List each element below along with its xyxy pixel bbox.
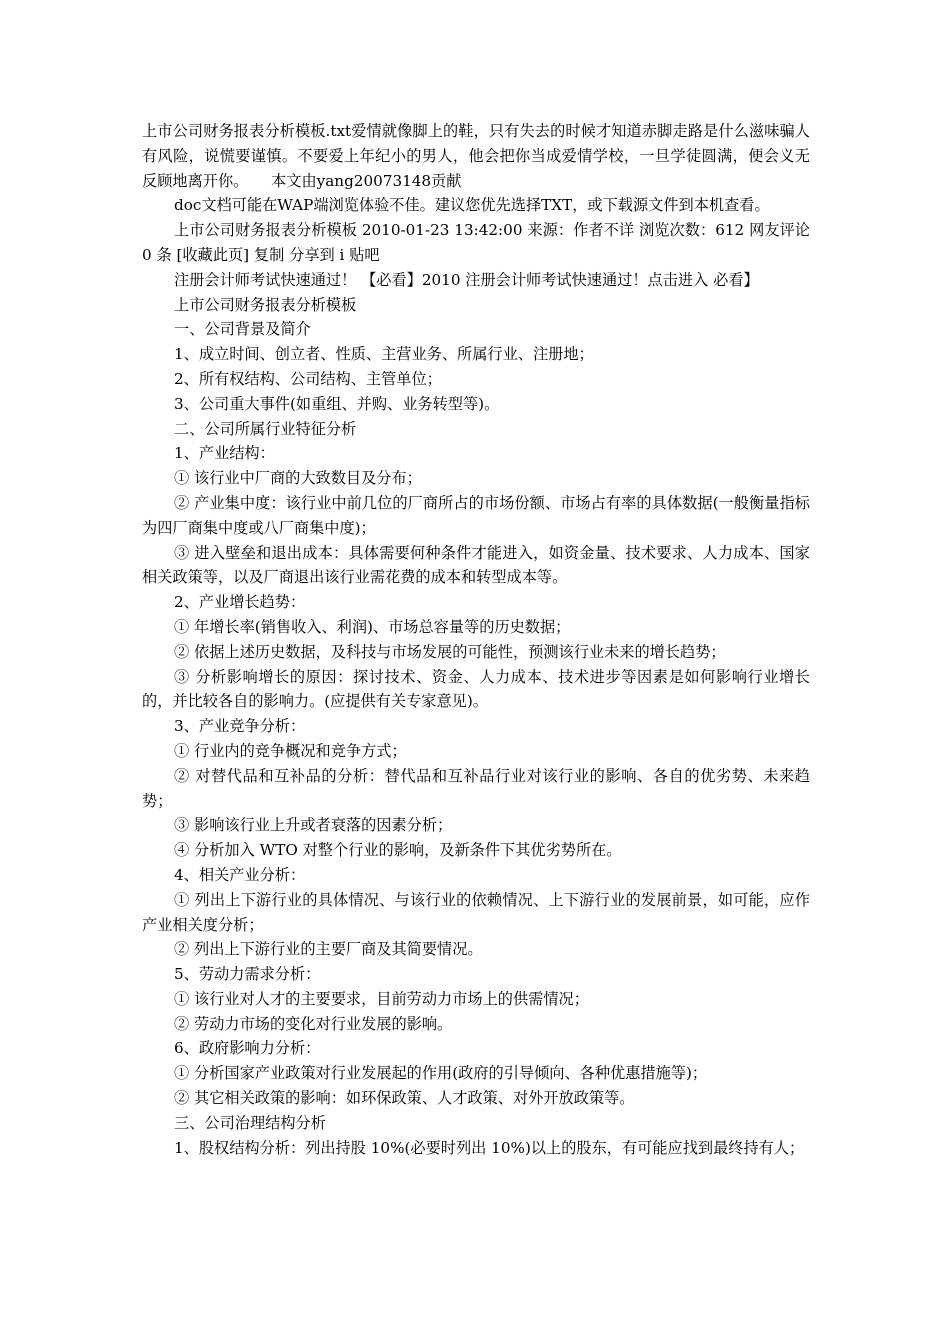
section-heading: 二、公司所属行业特征分析 (174, 419, 357, 438)
list-item: ① 分析国家产业政策对行业发展起的作用(政府的引导倾向、各种优惠措施等)； (174, 1064, 708, 1083)
doc-notice: doc文档可能在WAP端浏览体验不佳。建议您优先选择TXT，或下载源文件到本机查看。 (174, 196, 770, 215)
doc-title: 上市公司财务报表分析模板 (174, 295, 357, 314)
subsection-heading: 6、政府影响力分析： (174, 1039, 321, 1058)
list-item: 1、成立时间、创立者、性质、主营业务、所属行业、注册地； (174, 345, 594, 364)
subsection-heading: 1、产业结构： (174, 444, 275, 463)
subsection-heading: 4、相关产业分析： (174, 865, 306, 884)
section-heading: 三、公司治理结构分析 (174, 1113, 326, 1132)
list-item: ③ 影响该行业上升或者衰落的因素分析； (174, 816, 453, 835)
list-item: ③ 分析影响增长的原因：探讨技术、资金、人力成本、技术进步等因素是如何影响行业增长的，并比较各自的影响力。(应提供有关专家意见)。 (142, 667, 810, 711)
list-item: ② 产业集中度：该行业中前几位的厂商所占的市场份额、市场占有率的具体数据(一般衡量指标为四厂商集中度或八厂商集中度)； (142, 493, 810, 537)
list-item: ② 列出上下游行业的主要厂商及其简要情况。 (174, 940, 483, 959)
subsection-heading: 3、产业竞争分析： (174, 717, 306, 736)
ad-line: 注册会计师考试快速通过！ 【必看】2010 注册会计师考试快速通过！点击进入 必看】 (174, 270, 759, 289)
section-heading: 一、公司背景及简介 (174, 320, 311, 339)
intro-paragraph: 上市公司财务报表分析模板.txt爱情就像脚上的鞋，只有失去的时候才知道赤脚走路是什么滋味骗人有风险，说慌要谨慎。不要爱上年纪小的男人，他会把你当成爱情学校，一旦学徒圆满，便会义无反顾地离开你。 本文由yang20073148贡献 (142, 122, 810, 190)
list-item: ① 列出上下游行业的具体情况、与该行业的依赖情况、上下游行业的发展前景，如可能，应作产业相关度分析； (142, 890, 810, 934)
list-item: ② 对替代品和互补品的分析：替代品和互补品行业对该行业的影响、各自的优劣势、未来趋势； (142, 766, 810, 810)
list-item: ① 年增长率(销售收入、利润)、市场总容量等的历史数据； (174, 617, 571, 636)
list-item: 1、股权结构分析：列出持股 10%(必要时列出 10%)以上的股东，有可能应找到最终持有人； (174, 1138, 805, 1157)
list-item: ② 依据上述历史数据，及科技与市场发展的可能性，预测该行业未来的增长趋势； (174, 642, 726, 661)
subsection-heading: 2、产业增长趋势： (174, 593, 306, 612)
list-item: 2、所有权结构、公司结构、主管单位； (174, 369, 442, 388)
list-item: ① 行业内的竞争概况和竞争方式； (174, 741, 407, 760)
list-item: ④ 分析加入 WTO 对整个行业的影响，及新条件下其优劣势所在。 (174, 841, 622, 860)
document-body (142, 119, 810, 1160)
list-item: ① 该行业中厂商的大致数目及分布； (174, 469, 422, 488)
article-meta: 上市公司财务报表分析模板 2010-01-23 13:42:00 来源：作者不详 浏览次数：612 网友评论 0 条 [收藏此页] 复制 分享到 i 贴吧 (142, 221, 810, 264)
list-item: ② 劳动力市场的变化对行业发展的影响。 (174, 1014, 453, 1033)
list-item: ③ 进入壁垒和退出成本：具体需要何种条件才能进入，如资金量、技术要求、人力成本、国家相关政策等，以及厂商退出该行业需花费的成本和转型成本等。 (142, 543, 810, 587)
list-item: 3、公司重大事件(如重组、并购、业务转型等)。 (174, 394, 500, 413)
list-item: ① 该行业对人才的主要要求，目前劳动力市场上的供需情况； (174, 989, 589, 1008)
subsection-heading: 5、劳动力需求分析： (174, 965, 321, 984)
list-item: ② 其它相关政策的影响：如环保政策、人才政策、对外开放政策等。 (174, 1089, 635, 1108)
